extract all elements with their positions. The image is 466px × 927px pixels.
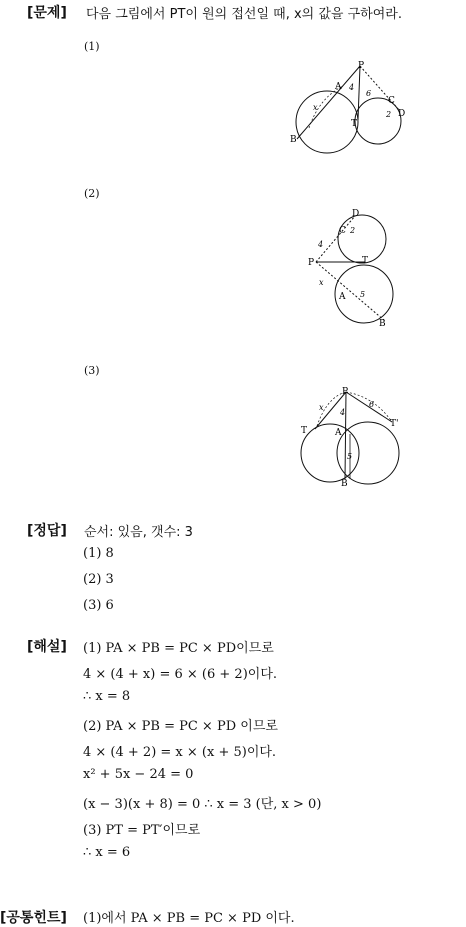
- fig2-label-t: T: [362, 256, 369, 266]
- fig1-label-b: B: [290, 135, 297, 145]
- solution-line-2: 4 × (4 + x) = 6 × (6 + 2)이다.: [83, 667, 278, 682]
- fig3-label-t: T: [301, 426, 308, 436]
- fig3-label-5: 5: [347, 452, 353, 461]
- fig2-label-d: D: [352, 209, 360, 219]
- tangent-pt: [358, 66, 360, 120]
- fig1-label-6: 6: [366, 89, 372, 98]
- solution-tag: [해설]: [27, 639, 67, 655]
- secant-pb: [345, 392, 346, 479]
- fig2-label-5: 5: [360, 290, 366, 299]
- fig2-label-a: A: [339, 292, 346, 302]
- fig3-label-p: P: [342, 387, 349, 397]
- problem-tag: [문제]: [27, 5, 67, 21]
- fig1-label-t: T: [351, 119, 358, 129]
- fig1-label-p: P: [358, 61, 365, 71]
- part-1-label: (1): [84, 40, 100, 53]
- solution-line-4: (2) PA × PB = PC × PD 이므로: [83, 719, 278, 734]
- fig1-label-c: C: [388, 96, 395, 106]
- solution-line-3: ∴ x = 8: [83, 689, 131, 704]
- figure-2: [303, 205, 403, 332]
- fig3-label-x: x: [319, 403, 324, 412]
- fig3-label-a: A: [335, 428, 342, 438]
- secant-pb: [316, 262, 385, 321]
- part-2-label: (2): [84, 187, 100, 200]
- fig3-label-b: B: [341, 479, 348, 489]
- fig1-label-d: D: [398, 109, 406, 119]
- fig1-label-x: x: [313, 103, 318, 112]
- fig3-label-t-prime: T': [390, 419, 399, 429]
- figure-3: [295, 383, 407, 489]
- solution-line-7: (x − 3)(x + 8) = 0 ∴ x = 3 (단, x > 0): [83, 797, 322, 812]
- fig1-label-4: 4: [349, 83, 355, 92]
- answer-meta: 순서: 있음, 갯수: 3: [84, 525, 193, 540]
- problem-question: 다음 그림에서 PT이 원의 접선일 때, x의 값을 구하여라.: [86, 7, 402, 22]
- fig1-label-2: 2: [386, 110, 392, 119]
- fig1-label-a: A: [335, 82, 342, 92]
- fig2-label-2: 2: [350, 226, 356, 235]
- answer-item-1: (1) 8: [83, 546, 114, 561]
- solution-line-1: (1) PA × PB = PC × PD이므로: [83, 641, 274, 656]
- answer-item-3: (3) 6: [83, 598, 114, 613]
- fig2-label-b: B: [379, 319, 386, 329]
- figure-1: [285, 58, 415, 163]
- solution-line-6: x² + 5x − 24 = 0: [83, 767, 194, 782]
- solution-line-5: 4 × (4 + 2) = x × (x + 5)이다.: [83, 745, 277, 760]
- fig2-label-x: x: [319, 278, 324, 287]
- fig2-label-4: 4: [318, 240, 324, 249]
- solution-line-8: (3) PT = PT′이므로: [83, 823, 201, 838]
- answer-tag: [정답]: [27, 523, 67, 539]
- fig3-label-6: 6: [369, 400, 375, 409]
- fig3-label-4: 4: [340, 408, 346, 417]
- solution-line-9: ∴ x = 6: [83, 845, 131, 860]
- fig2-label-c: C: [339, 226, 346, 236]
- part-3-label: (3): [84, 364, 100, 377]
- hint-text: (1)에서 PA × PB = PC × PD 이다.: [83, 911, 295, 926]
- secant-pd: [316, 216, 355, 262]
- hint-tag: [공통힌트]: [0, 910, 67, 926]
- fig2-label-p: P: [308, 258, 315, 268]
- answer-item-2: (2) 3: [83, 572, 114, 587]
